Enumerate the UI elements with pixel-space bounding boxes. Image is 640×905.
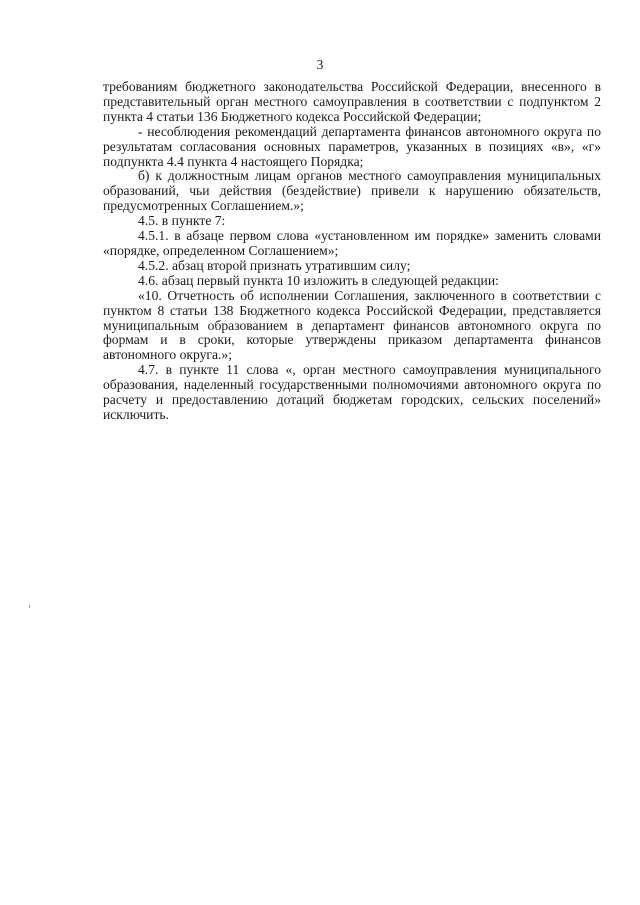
page-number: 3 (316, 57, 324, 72)
paragraph-officials: б) к должностным лицам органов местного самоуправления муниципальных образований, чьи действия (бездействие) привели к нарушению обязательств, предусмотренных Соглашением.»; (103, 168, 601, 214)
paragraph-4-5-2: 4.5.2. абзац второй признать утратившим силу; (138, 257, 411, 273)
document-body (103, 80, 601, 423)
paragraph-4-5-1: 4.5.1. в абзаце первом слова «установленном им порядке» заменить словами «порядке, определенном Соглашением»; (103, 228, 601, 258)
paragraph-budget-requirements: требованиям бюджетного законодательства Российской Федерации, внесенного в представительный орган местного самоуправления в соответствии с подпунктом 2 пункта 4 статьи 136 Бюджетного кодекса Российской Федерации; (103, 79, 601, 124)
paragraph-noncompliance-recommendations: - несоблюдения рекомендаций департамента финансов автономного округа по результатам согласования основных параметров, указанных в позициях «в», «г» подпункта 4.4 пункта 4 настоящего Порядка; (103, 123, 601, 169)
paragraph-4-7: 4.7. в пункте 11 слова «, орган местного самоуправления муниципального образования, наделенный государственными полномочиями автономного округа по расчету и предоставлению дотаций бюджетам городских, сельских поселений» исключить. (103, 362, 601, 422)
paragraph-point-10: «10. Отчетность об исполнении Соглашения, заключенного в соответствии с пунктом 8 статьи 138 Бюджетного кодекса Российской Федерации, представляется муниципальным образованием в департамент финансов автономного округа по формам и в сроки, которые утверждены приказом департамента финансов автономного округа.»; (103, 287, 601, 363)
scan-artifact-mark (29, 605, 30, 608)
paragraph-4-6: 4.6. абзац первый пункта 10 изложить в следующей редакции: (138, 272, 499, 288)
paragraph-4-5: 4.5. в пункте 7: (138, 213, 226, 229)
